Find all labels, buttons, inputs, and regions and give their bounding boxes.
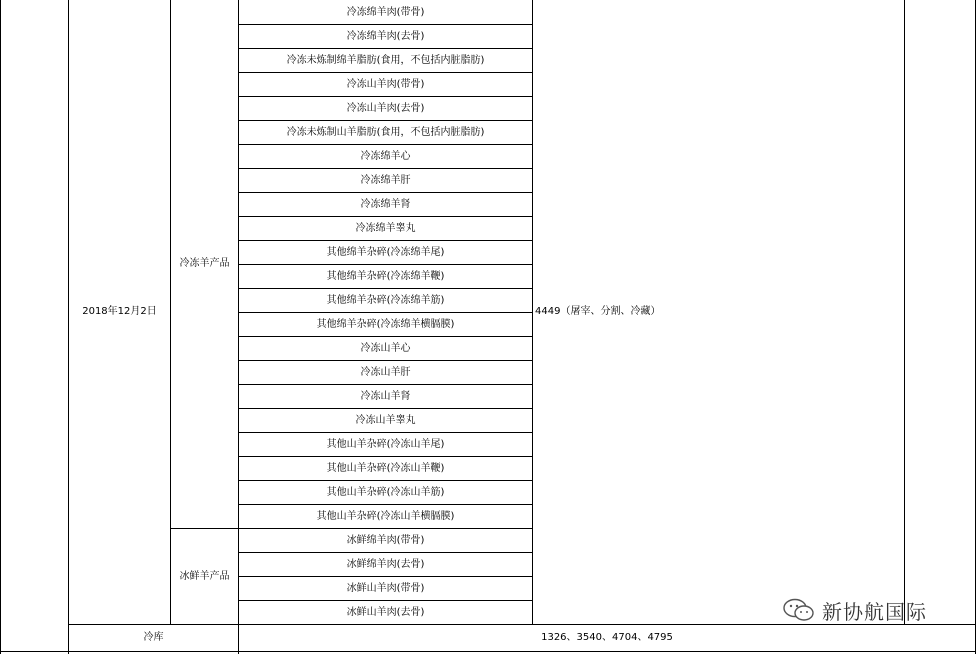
product-item: 冷冻绵羊肉(带骨)	[346, 6, 425, 18]
watermark	[782, 596, 962, 624]
plant-numbers-cell: 4449（屠宰、分割、冷藏）	[535, 306, 661, 317]
product-item: 冷冻绵羊肉(去骨)	[346, 30, 425, 42]
product-item: 其他山羊杂碎(冷冻山羊横膈膜)	[316, 510, 455, 522]
product-item: 冷冻山羊肉(去骨)	[346, 102, 425, 114]
product-item: 其他绵羊杂碎(冷冻绵羊鞭)	[326, 270, 445, 282]
product-item: 其他绵羊杂碎(冷冻绵羊筋)	[326, 294, 445, 306]
grid-line	[904, 0, 905, 624]
product-item: 冷冻山羊睾丸	[355, 414, 416, 426]
product-item: 冰鲜山羊肉(去骨)	[346, 606, 425, 618]
product-item: 冰鲜绵羊肉(去骨)	[346, 558, 425, 570]
cold-storage-label: 冷库	[143, 632, 164, 643]
category-frozen: 冷冻羊产品	[179, 258, 230, 269]
product-item: 其他山羊杂碎(冷冻山羊尾)	[326, 438, 445, 450]
cold-storage-numbers: 1326、3540、4704、4795	[541, 632, 673, 643]
category-chilled: 冰鲜羊产品	[179, 570, 230, 582]
product-item: 冷冻山羊肾	[360, 390, 411, 402]
product-item: 冷冻山羊心	[360, 342, 411, 354]
product-item: 其他山羊杂碎(冷冻山羊鞭)	[326, 462, 445, 474]
watermark-text: 新协航国际	[822, 599, 927, 624]
grid-line	[0, 651, 975, 652]
product-item: 冷冻绵羊心	[360, 150, 411, 162]
product-item: 冰鲜绵羊肉(带骨)	[346, 534, 425, 546]
product-item: 冷冻山羊肝	[360, 366, 411, 378]
grid-line	[975, 0, 976, 654]
product-item: 冷冻山羊肉(带骨)	[346, 78, 425, 90]
grid-line	[0, 0, 1, 654]
product-item: 其他绵羊杂碎(冷冻绵羊尾)	[326, 246, 445, 258]
wechat-icon	[782, 598, 816, 622]
product-item: 冷冻未炼制山羊脂肪(食用，不包括内脏脂肪)	[286, 126, 485, 138]
product-item: 其他山羊杂碎(冷冻山羊筋)	[326, 486, 445, 498]
product-item: 冷冻绵羊肾	[360, 198, 411, 210]
product-item: 冰鲜山羊肉(带骨)	[346, 582, 425, 594]
product-item: 冷冻绵羊肝	[360, 174, 411, 186]
product-item: 其他绵羊杂碎(冷冻绵羊横膈膜)	[316, 318, 455, 330]
date-cell: 2018年12月2日	[82, 306, 157, 317]
product-item: 冷冻未炼制绵羊脂肪(食用，不包括内脏脂肪)	[286, 54, 485, 66]
product-item: 冷冻绵羊睾丸	[355, 222, 416, 234]
